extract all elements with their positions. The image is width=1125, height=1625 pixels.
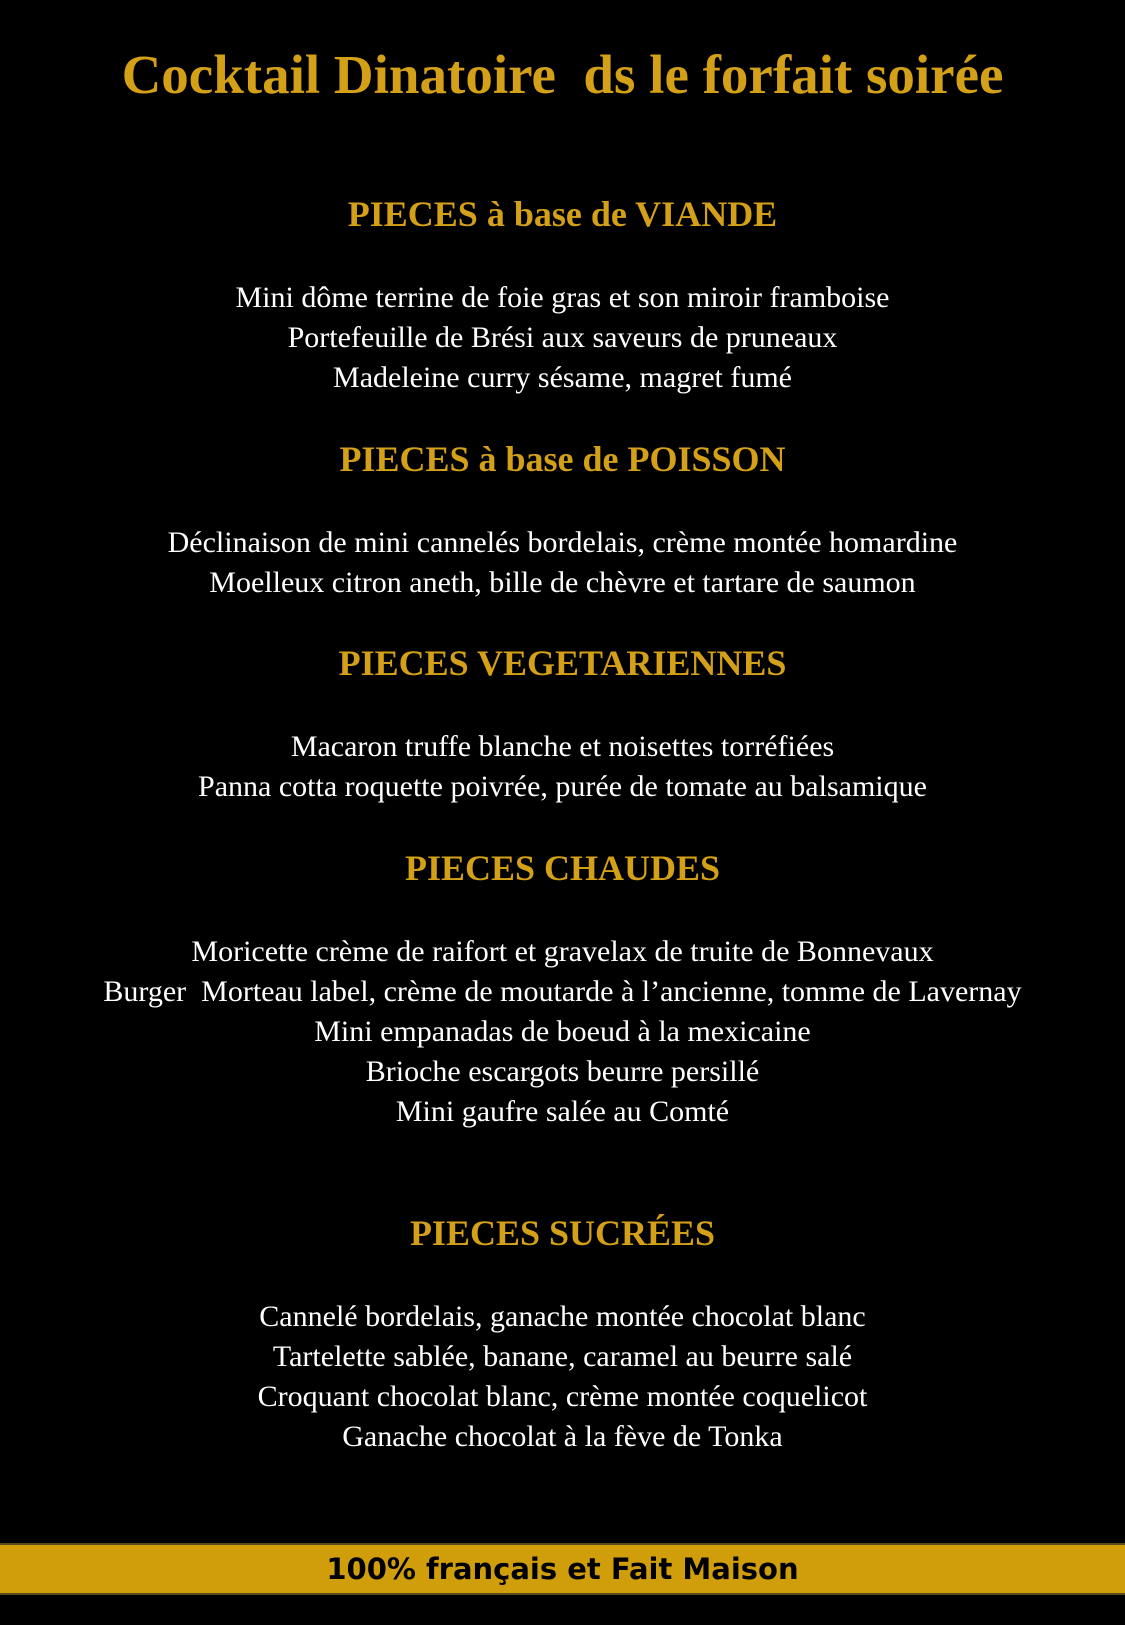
menu-item: Mini dôme terrine de foie gras et son miroir framboise [235, 281, 890, 314]
menu-item: Moricette crème de raifort et gravelax de truite de Bonnevaux [191, 935, 934, 968]
menu-item: Macaron truffe blanche et noisettes torréfiées [290, 730, 835, 763]
menu-item: Mini gaufre salée au Comté [395, 1095, 730, 1128]
menu-item: Mini empanadas de boeud à la mexicaine [314, 1015, 811, 1048]
menu-item: Tartelette sablée, banane, caramel au beurre salé [272, 1340, 853, 1373]
menu-item: Déclinaison de mini cannelés bordelais, crème montée homardine [167, 526, 958, 559]
footer-text: 100% français et Fait Maison [326, 1552, 799, 1586]
section-items-viande [0, 278, 1125, 398]
menu-item: Madeleine curry sésame, magret fumé [333, 361, 792, 394]
section-heading-poisson: PIECES à base de POISSON [339, 439, 786, 479]
section-items-chaudes [0, 932, 1125, 1132]
section-heading-vegetariennes: PIECES VEGETARIENNES [338, 643, 787, 683]
menu-item: Burger Morteau label, crème de moutarde à l’ancienne, tomme de Lavernay [103, 975, 1022, 1008]
page-title: Cocktail Dinatoire ds le forfait soirée [121, 44, 1004, 105]
menu-item: Brioche escargots beurre persillé [365, 1055, 760, 1088]
section-items-vegetariennes [0, 727, 1125, 807]
menu-item: Croquant chocolat blanc, crème montée coquelicot [257, 1380, 868, 1413]
menu-item: Panna cotta roquette poivrée, purée de tomate au balsamique [198, 770, 927, 803]
menu-item: Cannelé bordelais, ganache montée chocolat blanc [259, 1300, 866, 1333]
section-items-poisson [0, 523, 1125, 603]
section-heading-viande: PIECES à base de VIANDE [347, 194, 778, 234]
section-items-sucrees [0, 1297, 1125, 1457]
menu-item: Portefeuille de Brési aux saveurs de pruneaux [287, 321, 838, 354]
menu-item: Ganache chocolat à la fève de Tonka [342, 1420, 783, 1453]
footer-bar [0, 1543, 1125, 1595]
section-heading-chaudes: PIECES CHAUDES [404, 848, 721, 888]
menu-item: Moelleux citron aneth, bille de chèvre et tartare de saumon [209, 566, 916, 599]
section-heading-sucrees: PIECES SUCRÉES [409, 1213, 716, 1253]
